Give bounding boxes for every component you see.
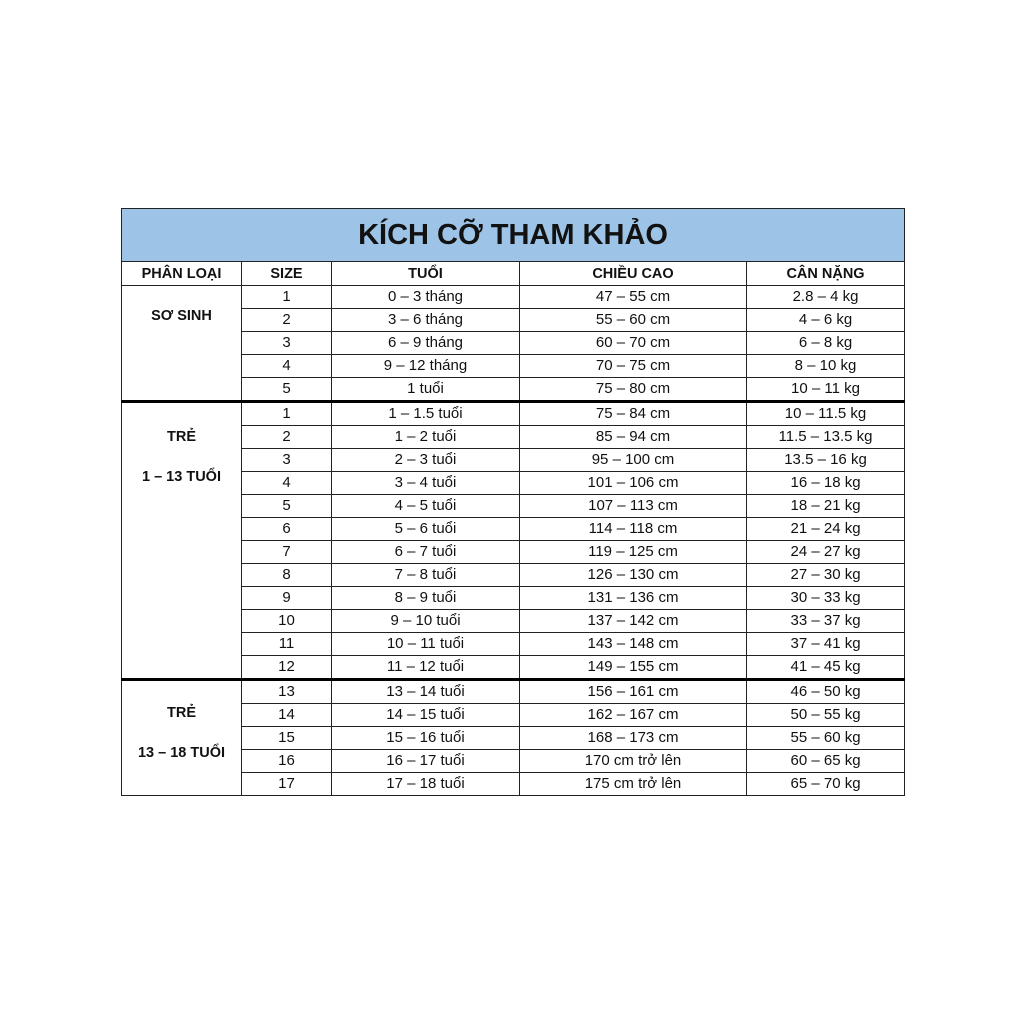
size-cell: 2 [242, 426, 332, 449]
age-cell: 16 – 17 tuổi [332, 750, 520, 773]
weight-cell: 6 – 8 kg [747, 332, 905, 355]
age-cell: 4 – 5 tuổi [332, 495, 520, 518]
height-cell: 75 – 84 cm [520, 402, 747, 426]
weight-cell: 30 – 33 kg [747, 587, 905, 610]
size-cell: 3 [242, 449, 332, 472]
age-cell: 7 – 8 tuổi [332, 564, 520, 587]
size-cell: 14 [242, 704, 332, 727]
age-cell: 6 – 7 tuổi [332, 541, 520, 564]
height-cell: 170 cm trở lên [520, 750, 747, 773]
group-label: 13 – 18 TUỔI [137, 745, 226, 761]
size-cell: 9 [242, 587, 332, 610]
header-age: TUỔI [332, 262, 520, 286]
age-cell: 15 – 16 tuổi [332, 727, 520, 750]
header-height: CHIỀU CAO [520, 262, 747, 286]
age-cell: 0 – 3 tháng [332, 286, 520, 309]
age-cell: 9 – 12 tháng [332, 355, 520, 378]
weight-cell: 24 – 27 kg [747, 541, 905, 564]
header-row [122, 262, 905, 286]
weight-cell: 16 – 18 kg [747, 472, 905, 495]
age-cell: 2 – 3 tuổi [332, 449, 520, 472]
height-cell: 175 cm trở lên [520, 773, 747, 796]
header-weight: CÂN NẶNG [747, 262, 905, 286]
age-cell: 8 – 9 tuổi [332, 587, 520, 610]
size-cell: 16 [242, 750, 332, 773]
table-row [122, 402, 905, 426]
weight-cell: 41 – 45 kg [747, 656, 905, 680]
height-cell: 55 – 60 cm [520, 309, 747, 332]
table-row [122, 680, 905, 704]
weight-cell: 60 – 65 kg [747, 750, 905, 773]
age-cell: 1 tuổi [332, 378, 520, 402]
age-cell: 6 – 9 tháng [332, 332, 520, 355]
height-cell: 131 – 136 cm [520, 587, 747, 610]
weight-cell: 46 – 50 kg [747, 680, 905, 704]
age-cell: 1 – 1.5 tuổi [332, 402, 520, 426]
size-cell: 7 [242, 541, 332, 564]
height-cell: 95 – 100 cm [520, 449, 747, 472]
table-title: KÍCH CỠ THAM KHẢO [122, 209, 905, 262]
weight-cell: 4 – 6 kg [747, 309, 905, 332]
size-cell: 4 [242, 355, 332, 378]
group-label: TRẺ [167, 429, 196, 445]
height-cell: 107 – 113 cm [520, 495, 747, 518]
weight-cell: 33 – 37 kg [747, 610, 905, 633]
age-cell: 3 – 4 tuổi [332, 472, 520, 495]
height-cell: 47 – 55 cm [520, 286, 747, 309]
weight-cell: 37 – 41 kg [747, 633, 905, 656]
group-cell [122, 286, 242, 402]
age-cell: 9 – 10 tuổi [332, 610, 520, 633]
weight-cell: 50 – 55 kg [747, 704, 905, 727]
size-cell: 5 [242, 378, 332, 402]
size-cell: 15 [242, 727, 332, 750]
age-cell: 3 – 6 tháng [332, 309, 520, 332]
weight-cell: 2.8 – 4 kg [747, 286, 905, 309]
size-chart-table [121, 208, 905, 796]
group-cell [122, 680, 242, 796]
height-cell: 162 – 167 cm [520, 704, 747, 727]
age-cell: 17 – 18 tuổi [332, 773, 520, 796]
size-cell: 12 [242, 656, 332, 680]
age-cell: 11 – 12 tuổi [332, 656, 520, 680]
size-cell: 3 [242, 332, 332, 355]
weight-cell: 13.5 – 16 kg [747, 449, 905, 472]
height-cell: 168 – 173 cm [520, 727, 747, 750]
size-cell: 11 [242, 633, 332, 656]
group-cell [122, 402, 242, 680]
size-cell: 4 [242, 472, 332, 495]
group-label: 1 – 13 TUỔI [142, 469, 221, 485]
table-row [122, 286, 905, 309]
height-cell: 60 – 70 cm [520, 332, 747, 355]
size-cell: 1 [242, 402, 332, 426]
size-cell: 1 [242, 286, 332, 309]
group-label: TRẺ [167, 705, 196, 721]
size-cell: 5 [242, 495, 332, 518]
weight-cell: 21 – 24 kg [747, 518, 905, 541]
header-size: SIZE [242, 262, 332, 286]
weight-cell: 18 – 21 kg [747, 495, 905, 518]
size-cell: 8 [242, 564, 332, 587]
weight-cell: 27 – 30 kg [747, 564, 905, 587]
age-cell: 10 – 11 tuổi [332, 633, 520, 656]
weight-cell: 55 – 60 kg [747, 727, 905, 750]
size-cell: 13 [242, 680, 332, 704]
weight-cell: 10 – 11 kg [747, 378, 905, 402]
age-cell: 5 – 6 tuổi [332, 518, 520, 541]
height-cell: 114 – 118 cm [520, 518, 747, 541]
height-cell: 126 – 130 cm [520, 564, 747, 587]
group-label: SƠ SINH [151, 308, 212, 324]
height-cell: 156 – 161 cm [520, 680, 747, 704]
height-cell: 70 – 75 cm [520, 355, 747, 378]
weight-cell: 65 – 70 kg [747, 773, 905, 796]
age-cell: 13 – 14 tuổi [332, 680, 520, 704]
weight-cell: 10 – 11.5 kg [747, 402, 905, 426]
height-cell: 143 – 148 cm [520, 633, 747, 656]
height-cell: 149 – 155 cm [520, 656, 747, 680]
age-cell: 1 – 2 tuổi [332, 426, 520, 449]
height-cell: 137 – 142 cm [520, 610, 747, 633]
weight-cell: 11.5 – 13.5 kg [747, 426, 905, 449]
header-category: PHÂN LOẠI [122, 262, 242, 286]
size-cell: 17 [242, 773, 332, 796]
age-cell: 14 – 15 tuổi [332, 704, 520, 727]
height-cell: 85 – 94 cm [520, 426, 747, 449]
size-cell: 10 [242, 610, 332, 633]
size-cell: 2 [242, 309, 332, 332]
height-cell: 119 – 125 cm [520, 541, 747, 564]
weight-cell: 8 – 10 kg [747, 355, 905, 378]
height-cell: 101 – 106 cm [520, 472, 747, 495]
size-cell: 6 [242, 518, 332, 541]
height-cell: 75 – 80 cm [520, 378, 747, 402]
